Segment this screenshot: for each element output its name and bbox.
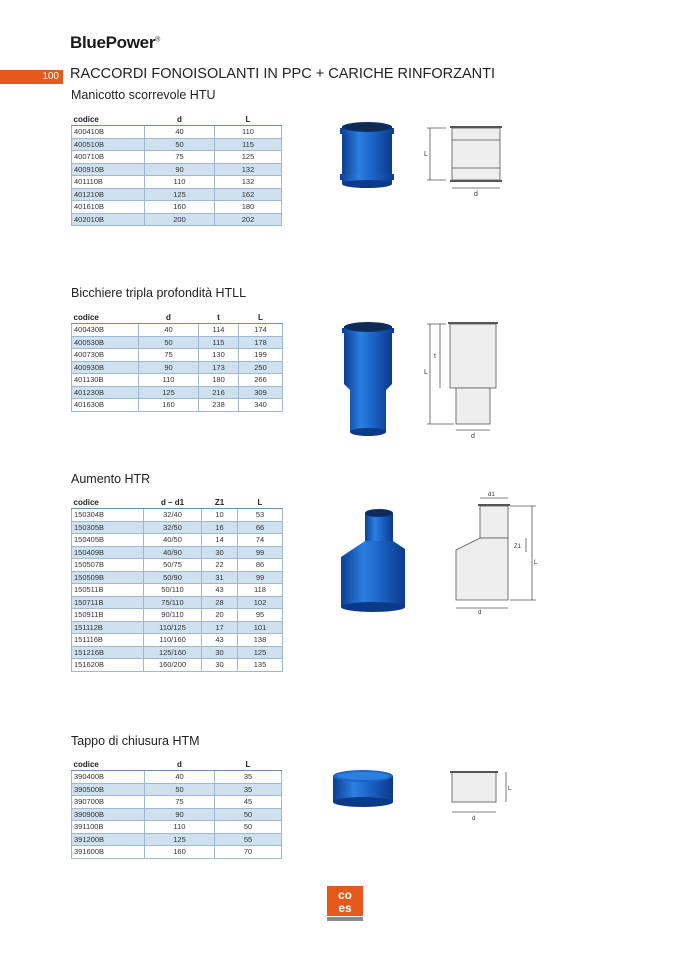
cell-d: 125	[145, 833, 215, 846]
cell-codice: 390400B	[72, 771, 145, 784]
cell-l: 132	[215, 176, 282, 189]
cell-codice: 400530B	[72, 336, 139, 349]
cell-l: 70	[215, 846, 282, 859]
cell-codice: 401630B	[72, 399, 139, 412]
cell-d: 110	[139, 374, 199, 387]
cell-d: 90	[139, 361, 199, 374]
cell-codice: 150911B	[72, 609, 144, 622]
cell-codice: 390500B	[72, 783, 145, 796]
cell-t: 115	[199, 336, 239, 349]
cell-d: 40	[145, 771, 215, 784]
cell-codice: 400910B	[72, 163, 145, 176]
cell-codice: 150405B	[72, 534, 144, 547]
brand-mark: ®	[155, 36, 161, 44]
cell-l: 138	[238, 634, 283, 647]
cell-l: 135	[238, 659, 283, 672]
column-header: t	[199, 312, 239, 324]
htll-technical-drawing	[416, 316, 516, 440]
cell-codice: 150507B	[72, 559, 144, 572]
cell-l: 180	[215, 201, 282, 214]
cell-l: 178	[239, 336, 283, 349]
brand-logo	[70, 33, 160, 53]
column-header: L	[215, 759, 282, 771]
cell-d: 90	[145, 808, 215, 821]
table-row	[72, 138, 282, 151]
table-row	[72, 188, 282, 201]
svg-text:co: co	[337, 888, 353, 902]
cell-d: 125	[145, 188, 215, 201]
section-title-htll: Bicchiere tripla profondità HTLL	[71, 286, 247, 300]
section-title-htu: Manicotto scorrevole HTU	[71, 88, 216, 102]
cell-codice: 390700B	[72, 796, 145, 809]
cell-l: 202	[215, 213, 282, 226]
cell-d-d1: 32/40	[144, 509, 202, 522]
cell-codice: 401130B	[72, 374, 139, 387]
cell-l: 266	[239, 374, 283, 387]
cell-z1: 17	[202, 621, 238, 634]
drawing-label-d: d	[472, 816, 476, 822]
table-row	[72, 821, 282, 834]
cell-d: 90	[145, 163, 215, 176]
cell-d: 40	[145, 126, 215, 139]
cell-l: 45	[215, 796, 282, 809]
cell-z1: 31	[202, 571, 238, 584]
table-row	[72, 336, 283, 349]
drawing-label-d1: d1	[488, 492, 495, 498]
cell-t: 216	[199, 386, 239, 399]
cell-l: 35	[215, 783, 282, 796]
cell-codice: 400930B	[72, 361, 139, 374]
cell-codice: 150511B	[72, 584, 144, 597]
cell-l: 55	[215, 833, 282, 846]
cell-codice: 400730B	[72, 349, 139, 362]
cell-d-d1: 75/110	[144, 596, 202, 609]
page-number-tab	[0, 70, 63, 84]
cell-d-d1: 160/200	[144, 659, 202, 672]
cell-codice: 400430B	[72, 324, 139, 337]
cell-l: 99	[238, 571, 283, 584]
cell-z1: 43	[202, 584, 238, 597]
cell-l: 125	[215, 151, 282, 164]
table-row	[72, 634, 283, 647]
column-header: codice	[72, 497, 144, 509]
cell-codice: 391200B	[72, 833, 145, 846]
cell-l: 115	[215, 138, 282, 151]
htm-product-photo	[327, 766, 399, 810]
table-row	[72, 349, 283, 362]
cell-d-d1: 50/90	[144, 571, 202, 584]
drawing-label-t: t	[434, 353, 436, 360]
cell-codice: 400510B	[72, 138, 145, 151]
table-row	[72, 771, 282, 784]
cell-l: 162	[215, 188, 282, 201]
cell-l: 174	[239, 324, 283, 337]
cell-l: 250	[239, 361, 283, 374]
cell-t: 238	[199, 399, 239, 412]
section-title-htm: Tappo di chiusura HTM	[71, 734, 200, 748]
drawing-label-d: d	[471, 433, 475, 440]
cell-codice: 391600B	[72, 846, 145, 859]
table-row	[72, 509, 283, 522]
cell-l: 66	[238, 521, 283, 534]
cell-codice: 391100B	[72, 821, 145, 834]
drawing-label-d: d	[474, 191, 478, 198]
cell-codice: 401230B	[72, 386, 139, 399]
table-row	[72, 609, 283, 622]
htr-technical-drawing	[440, 490, 540, 616]
cell-codice: 400410B	[72, 126, 145, 139]
table-row	[72, 361, 283, 374]
cell-l: 35	[215, 771, 282, 784]
htll-product-photo	[337, 318, 399, 440]
table-htr	[71, 497, 283, 672]
table-row	[72, 374, 283, 387]
cell-d: 75	[145, 796, 215, 809]
table-row	[72, 808, 282, 821]
cell-z1: 30	[202, 646, 238, 659]
cell-z1: 14	[202, 534, 238, 547]
drawing-label-d: d	[478, 610, 482, 616]
cell-d-d1: 125/160	[144, 646, 202, 659]
cell-l: 95	[238, 609, 283, 622]
table-row	[72, 176, 282, 189]
cell-z1: 30	[202, 659, 238, 672]
column-header: d – d1	[144, 497, 202, 509]
cell-t: 173	[199, 361, 239, 374]
cell-d: 110	[145, 821, 215, 834]
cell-l: 50	[215, 821, 282, 834]
cell-l: 50	[215, 808, 282, 821]
cell-codice: 401110B	[72, 176, 145, 189]
cell-codice: 151216B	[72, 646, 144, 659]
cell-z1: 16	[202, 521, 238, 534]
column-header: d	[145, 759, 215, 771]
cell-d-d1: 40/90	[144, 546, 202, 559]
table-htm	[71, 759, 282, 859]
column-header: L	[238, 497, 283, 509]
cell-codice: 401210B	[72, 188, 145, 201]
page-number: 100	[42, 71, 59, 82]
table-row	[72, 783, 282, 796]
column-header: d	[139, 312, 199, 324]
table-row	[72, 596, 283, 609]
table-row	[72, 796, 282, 809]
cell-z1: 22	[202, 559, 238, 572]
table-row	[72, 546, 283, 559]
cell-l: 132	[215, 163, 282, 176]
table-row	[72, 201, 282, 214]
cell-codice: 150409B	[72, 546, 144, 559]
table-row	[72, 584, 283, 597]
drawing-label-z1: Z1	[514, 544, 522, 550]
cell-l: 101	[238, 621, 283, 634]
table-row	[72, 571, 283, 584]
cell-l: 110	[215, 126, 282, 139]
cell-l: 99	[238, 546, 283, 559]
cell-t: 114	[199, 324, 239, 337]
cell-l: 118	[238, 584, 283, 597]
cell-l: 53	[238, 509, 283, 522]
table-row	[72, 386, 283, 399]
table-row	[72, 126, 282, 139]
column-header: Z1	[202, 497, 238, 509]
cell-d: 50	[139, 336, 199, 349]
cell-l: 309	[239, 386, 283, 399]
cell-d-d1: 110/160	[144, 634, 202, 647]
table-row	[72, 399, 283, 412]
cell-codice: 150711B	[72, 596, 144, 609]
cell-d: 160	[139, 399, 199, 412]
table-row	[72, 534, 283, 547]
cell-d-d1: 32/50	[144, 521, 202, 534]
cell-l: 340	[239, 399, 283, 412]
cell-z1: 43	[202, 634, 238, 647]
cell-l: 74	[238, 534, 283, 547]
cell-d: 50	[145, 138, 215, 151]
cell-codice: 151620B	[72, 659, 144, 672]
cell-d: 160	[145, 846, 215, 859]
cell-codice: 400710B	[72, 151, 145, 164]
cell-codice: 150509B	[72, 571, 144, 584]
cell-z1: 10	[202, 509, 238, 522]
table-row	[72, 833, 282, 846]
table-row	[72, 659, 283, 672]
cell-codice: 150304B	[72, 509, 144, 522]
table-row	[72, 163, 282, 176]
cell-codice: 401610B	[72, 201, 145, 214]
htu-technical-drawing	[416, 118, 516, 198]
table-htll	[71, 312, 283, 412]
cell-l: 125	[238, 646, 283, 659]
cell-d: 160	[145, 201, 215, 214]
column-header: L	[215, 114, 282, 126]
cell-codice: 150305B	[72, 521, 144, 534]
page-title: RACCORDI FONOISOLANTI IN PPC + CARICHE RINFORZANTI	[70, 66, 495, 82]
cell-codice: 151112B	[72, 621, 144, 634]
cell-d: 125	[139, 386, 199, 399]
table-row	[72, 846, 282, 859]
cell-l: 86	[238, 559, 283, 572]
htr-product-photo	[333, 503, 413, 615]
table-row	[72, 521, 283, 534]
cell-l: 102	[238, 596, 283, 609]
column-header: codice	[72, 114, 145, 126]
column-header: codice	[72, 759, 145, 771]
table-row	[72, 621, 283, 634]
cell-t: 180	[199, 374, 239, 387]
cell-d: 40	[139, 324, 199, 337]
column-header: L	[239, 312, 283, 324]
table-row	[72, 559, 283, 572]
cell-d: 200	[145, 213, 215, 226]
cell-codice: 390900B	[72, 808, 145, 821]
cell-d-d1: 110/125	[144, 621, 202, 634]
cell-d: 75	[145, 151, 215, 164]
htu-product-photo	[333, 118, 401, 190]
cell-z1: 28	[202, 596, 238, 609]
svg-text:es: es	[338, 901, 352, 915]
cell-d-d1: 40/50	[144, 534, 202, 547]
drawing-label-l: L	[424, 369, 428, 376]
htm-technical-drawing	[444, 764, 524, 824]
drawing-label-l: L	[424, 151, 428, 158]
cell-d: 50	[145, 783, 215, 796]
cell-codice: 151116B	[72, 634, 144, 647]
column-header: codice	[72, 312, 139, 324]
cell-d-d1: 50/110	[144, 584, 202, 597]
cell-l: 199	[239, 349, 283, 362]
brand-name: BluePower	[70, 33, 156, 52]
cell-z1: 30	[202, 546, 238, 559]
cell-d: 75	[139, 349, 199, 362]
drawing-label-l: L	[508, 786, 512, 792]
cell-d-d1: 50/75	[144, 559, 202, 572]
cell-z1: 20	[202, 609, 238, 622]
section-title-htr: Aumento HTR	[71, 472, 151, 486]
table-htu	[71, 114, 282, 226]
cell-t: 130	[199, 349, 239, 362]
table-row	[72, 646, 283, 659]
table-row	[72, 151, 282, 164]
column-header: d	[145, 114, 215, 126]
cell-codice: 402010B	[72, 213, 145, 226]
cell-d: 110	[145, 176, 215, 189]
table-row	[72, 324, 283, 337]
drawing-label-l: L	[534, 560, 538, 566]
cell-d-d1: 90/110	[144, 609, 202, 622]
coes-logo-icon	[325, 886, 365, 922]
table-row	[72, 213, 282, 226]
